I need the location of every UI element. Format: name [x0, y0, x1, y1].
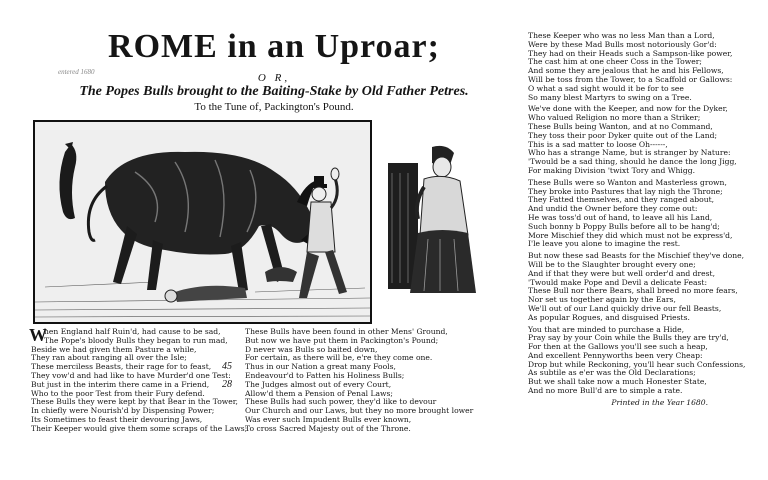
verse-line: These Bull nor there Bears, shall breed no more fears, — [528, 286, 738, 296]
verse-line: Its Sometimes to feast their devouring Jaws, — [31, 414, 203, 424]
verse-line: For then at the Gallows you'll see such a heap, — [528, 342, 708, 352]
verse-line: These Bulls being Wanton, and at no Command, — [528, 121, 713, 131]
verse-line: These Bulls they were kept by that Bear in the Tower, — [31, 397, 238, 407]
verse-line: He was toss'd out of hand, to leave all his Land, — [528, 212, 713, 222]
stanza — [528, 179, 754, 249]
verse-line: Our Church and our Laws, but they no more brought lower — [245, 406, 474, 416]
verse-line: These Bulls were so Wanton and Masterless grown, — [528, 177, 727, 187]
verse-line: They Fatted themselves, and they ranged about, — [528, 195, 715, 205]
verse-line: The Judges almost out of every Court, — [245, 379, 392, 389]
verse-line: Nor set us together again by the Ears, — [528, 295, 676, 305]
or-line: O R, — [257, 72, 291, 84]
verse-line: Who has a strange Name, but is stranger by Nature: — [528, 148, 731, 158]
verse-line: These merciless Beasts, their rage for to feast, 45 — [31, 361, 232, 373]
verse-line: Will be toss from the Tower, to a Scaffold or Gallows: — [528, 74, 733, 84]
verse-line: But now we have put them in Packington's Pound; — [245, 335, 439, 345]
verse-line: Were by these Mad Bulls most notoriously Gor'd: — [528, 39, 717, 49]
verse-line: To cross Sacred Majesty out of the Throne. — [245, 423, 411, 433]
verse-line: Was ever such Impudent Bulls ever known, — [245, 414, 412, 424]
drop-cap: W — [29, 325, 47, 345]
verse-line: They broke into Pastures that lay nigh the Throne; — [528, 186, 723, 196]
verse-line: More Mischief they did which must not be express'd, — [528, 230, 733, 240]
imprint: Printed in the Year 1680. — [611, 397, 708, 407]
verse-line: Drop but while Reckoning, you'll hear such Confessions, — [528, 359, 746, 369]
verse-line: O what a sad sight would it be for to see — [528, 83, 684, 93]
stanza — [528, 252, 754, 322]
standing-figure-woodcut — [384, 143, 478, 295]
stanza — [528, 32, 754, 102]
verse-line: They ran about ranging all over the Isle; — [31, 353, 187, 363]
verse-line: The Pope's bloody Bulls they began to run mad, — [44, 335, 228, 345]
verse-line: For certain, as there will be, e're they come one. — [245, 353, 433, 363]
verse-line: And excellent Pennyworths been very Cheap: — [528, 350, 703, 360]
verse-line: They had on their Heads such a Sampson-like power, — [528, 48, 733, 58]
verse-line: We'll out of our Land quickly drive our fell Beasts, — [528, 303, 722, 313]
standing-figure-drawing — [384, 143, 478, 295]
verse-line: The cast him at one cheer Coss in the Tower; — [528, 57, 702, 67]
verse-line: Their Keeper would give them some scraps of the Laws; — [31, 423, 248, 433]
verse-line: As subtile as e'er was the Old Declarations; — [528, 368, 696, 378]
margin-number: 28 — [222, 378, 232, 390]
verse-line: Beside we had given them Pasture a while, — [31, 344, 197, 354]
verse-line: These Bulls had such power, they'd like to devour — [245, 397, 437, 407]
handwritten-note: entered 1680 — [58, 68, 95, 76]
verse-line: Allow'd them a Pension of Penal Laws; — [245, 388, 393, 398]
verse-line: In chiefly were Nourish'd by Dispensing Power; — [31, 406, 215, 416]
verse-line: Who valued Religion no more than a Striker; — [528, 113, 701, 123]
verse-line: Thus in our Nation a great many Fools, — [245, 362, 396, 372]
verse-line: These Keeper who was no less Man than a Lord, — [528, 31, 715, 40]
verse-line: They toss their poor Dyker quite out of the Land; — [528, 130, 718, 140]
verse-line: These Bulls have been found in other Mens' Ground, — [245, 327, 448, 336]
verse-column-right — [528, 32, 754, 462]
bull-woodcut-drawing — [35, 122, 370, 322]
broadside-title: ROME in an Uproar; — [108, 28, 440, 65]
verse-line: You that are minded to purchase a Hide, — [528, 324, 685, 334]
subtitle: The Popes Bulls brought to the Baiting-Stake by Old Father Petres. — [79, 84, 469, 99]
verse-line: And undid the Owner before they come out: — [528, 204, 698, 214]
margin-number: 45 — [222, 361, 232, 373]
verse-line: But now these sad Beasts for the Mischief they've done, — [528, 251, 745, 261]
verse-line: I'le leave you alone to imagine the rest. — [528, 239, 681, 249]
verse-line: They vow'd and had like to have Murder'd one Test: — [31, 370, 231, 380]
verse-line: We've done with the Keeper, and now for the Dyker, — [528, 104, 728, 114]
verse-line: 'Twould be a sad thing, should he dance the long Jigg, — [528, 157, 737, 167]
verse-line: Pray say by your Coin while the Bulls they are try'd, — [528, 333, 729, 343]
verse-line: But we shall take now a much Honester State, — [528, 377, 707, 387]
verse-line: So many blest Martyrs to swing on a Tree. — [528, 92, 692, 102]
verse-line: Will be to the Slaughter brought every one; — [528, 259, 696, 269]
verse-line: Such bonny b Poppy Bulls before all to be hang'd; — [528, 221, 720, 231]
verse-column-left — [29, 325, 248, 478]
verse-line: W hen England half Ruin'd, had cause to be sad, — [29, 325, 221, 345]
verse-line: But just in the interim there came in a Friend, 28 — [31, 378, 232, 390]
verse-line: D never was Bulls so baited down, — [245, 344, 378, 354]
verse-line: Endeavour'd to Fatten his Holiness Bulls; — [245, 370, 405, 380]
bull-baiting-woodcut — [33, 120, 372, 324]
verse-line: And if that they were but well order'd and drest, — [528, 268, 715, 278]
stanza — [528, 326, 754, 396]
verse-line: For making Division 'twixt Tory and Whigg. — [528, 165, 695, 175]
verse-column-middle — [245, 328, 515, 478]
stanza — [528, 105, 754, 175]
verse-line: And no more Bull'd are to simple a rate. — [528, 386, 683, 396]
verse-line: As popular Rogues, and disguised Priests. — [528, 312, 690, 322]
right-stanzas — [528, 32, 754, 396]
verse-line: This is a sad matter to loose Oh------, — [528, 139, 668, 149]
verse-line: Who to the poor Test from their Fury defend. — [31, 388, 205, 398]
tune-line: To the Tune of, Packington's Pound. — [194, 101, 354, 113]
verse-line: 'Twould make Pope and Devil a delicate Feast: — [528, 277, 708, 287]
verse-line: And some they are jealous that he and his Fellows, — [528, 66, 724, 76]
